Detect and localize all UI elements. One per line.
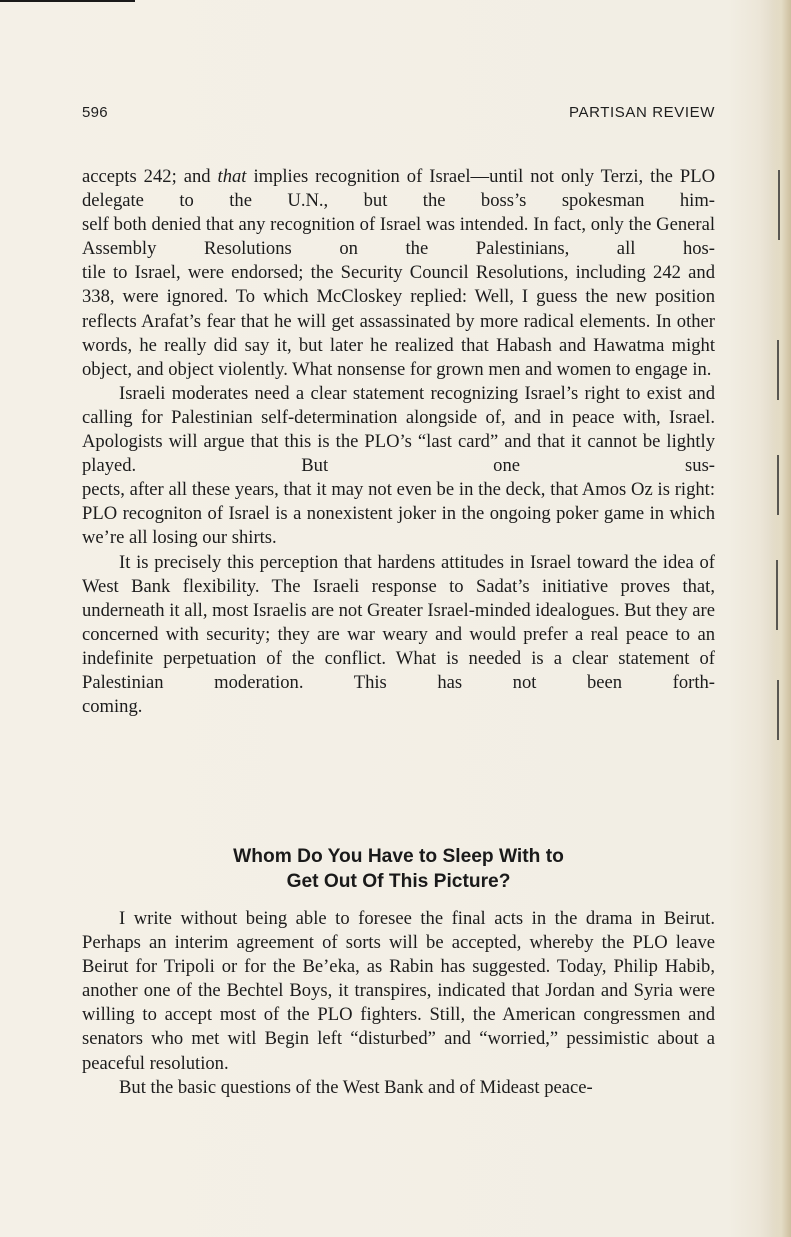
text-run: implies recognition of Israel—until not only Terzi, the PLO delegate to the U.N., but the boss’s spokesman him- xyxy=(82,166,715,212)
text-run: accepts 242; and xyxy=(82,166,218,187)
top-edge-rule xyxy=(0,0,135,2)
text-run: It is precisely this perception that hardens attitudes in Israel toward the idea of West Bank flexibility. The Israeli response to Sadat’s initiative proves that, underneath it all, most Israelis are not Greater Israel-minded idealogues. But they are concerned with security; they are war weary and would prefer a real peace to an indefinite perpetuation of the conflict. What is needed is a clear statement of Palestinian moderation. This has not been forth- xyxy=(82,551,715,693)
paragraph: I write without being able to foresee the final acts in the drama in Beirut. Perhaps an interim agreement of sorts will be accepted, whereby the PLO leave Beirut for Tripoli or for the Be’eka, as Rabin has suggested. Today, Philip Habib, another one of the Bechtel Boys, it transpires, indicated that Jordan and Syria were willing to accept most of the PLO fighters. Still, the American congressmen and senators who met witl Begin left “disturbed” and “worried,” pessimistic about a peaceful resolution. xyxy=(82,908,715,1074)
page-number: 596 xyxy=(82,104,108,121)
paragraph: But the basic questions of the West Bank and of Mideast peace- xyxy=(119,1076,593,1098)
paragraph xyxy=(82,261,715,381)
text-run: tile to Israel, were endorsed; the Security Council Resolutions, including 242 and 338, were ignored. To which McCloskey replied: Well, I guess the new position reflects Arafat’s fear that he will get assassinated by more radical elements. In other words, he really did say it, but later he realized that Habash and Hawatma might object, and object violently. What nonsense for grown men and women to engage in. xyxy=(82,262,715,380)
paragraph xyxy=(82,695,715,719)
heading-line-1: Whom Do You Have to Sleep With to xyxy=(233,846,564,867)
text-run: coming. xyxy=(82,696,143,718)
margin-mark xyxy=(776,560,778,630)
margin-mark xyxy=(777,680,779,740)
emphasis-text: that xyxy=(217,166,247,187)
body-text-section-1 xyxy=(82,165,715,719)
journal-title: PARTISAN REVIEW xyxy=(569,104,715,121)
page-spine-shadow xyxy=(769,0,791,1237)
margin-mark xyxy=(777,340,779,400)
section-heading xyxy=(82,844,715,894)
margin-mark xyxy=(778,170,780,240)
paragraph xyxy=(82,213,715,261)
heading-line-2: Get Out Of This Picture? xyxy=(286,871,511,892)
body-text-section-2 xyxy=(82,907,715,1100)
margin-mark xyxy=(777,455,779,515)
running-head xyxy=(82,104,715,124)
text-run: self both denied that any recognition of Israel was intended. In fact, only the General Assembly Resolutions on the Palestinians, all hos- xyxy=(82,214,715,260)
paragraph xyxy=(82,382,715,478)
paragraph xyxy=(82,478,715,550)
paragraph xyxy=(82,165,715,213)
text-run: pects, after all these years, that it may not even be in the deck, that Amos Oz is right: PLO recogniton of Israel is a nonexistent joker in the ongoing poker game in which we’re all losing our shirts. xyxy=(82,479,715,549)
text-run: Israeli moderates need a clear statement recognizing Israel’s right to exist and calling for Palestinian self-determination alongside of, and in peace with, Israel. Apologists will argue that this is the PLO’s “last card” and that it cannot be lightly played. But one sus- xyxy=(82,382,715,477)
paragraph xyxy=(82,551,715,696)
